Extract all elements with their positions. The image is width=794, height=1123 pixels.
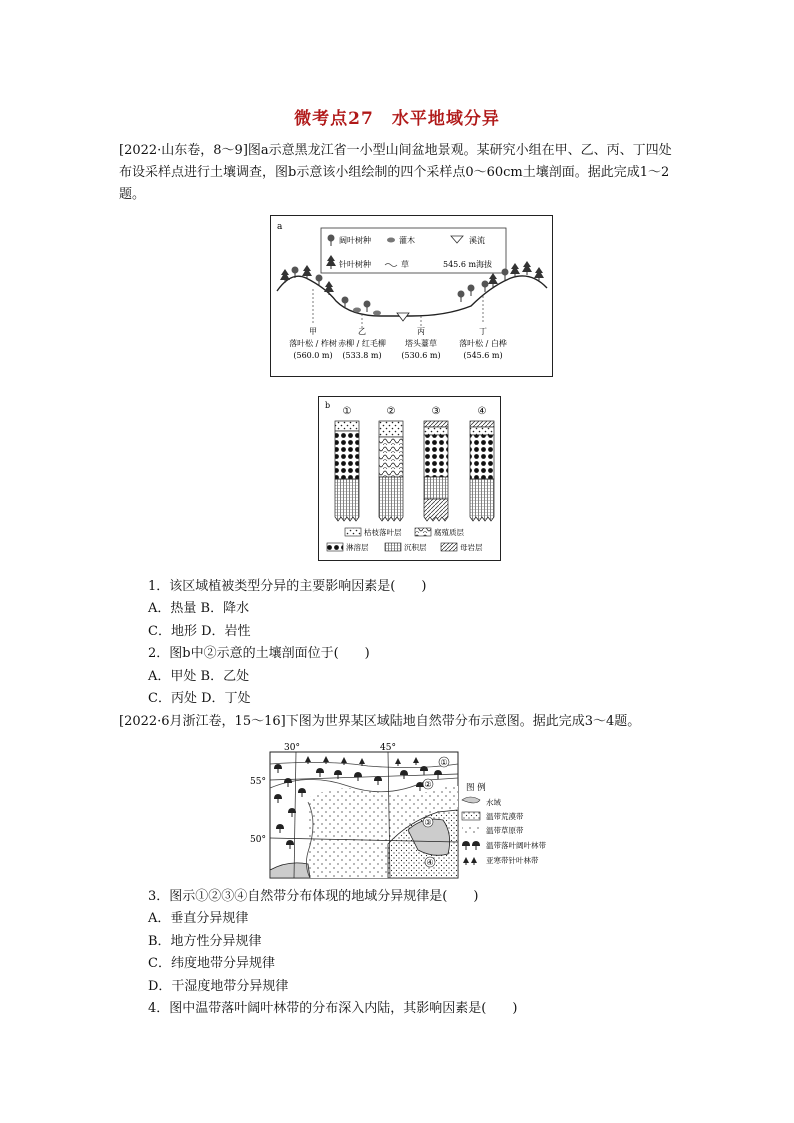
legend-temperate-steppe: 温带草原带 <box>486 826 524 835</box>
figure-b-tag: b <box>325 401 331 410</box>
figure-b-soil-profiles <box>318 396 501 561</box>
question-3: 3．图示①②③④自然带分布体现的地域分异规律是( ) <box>148 889 479 904</box>
site-ding-vegetation: 落叶松 / 白桦 <box>459 339 507 348</box>
legend-broadleaf: 阔叶树种 <box>339 236 371 245</box>
longitude-30: 30° <box>284 743 300 753</box>
site-bing-altitude: (530.6 m) <box>401 351 441 360</box>
legend-title: 图 例 <box>466 783 486 793</box>
legend-humus-layer: 腐殖质层 <box>434 528 464 537</box>
legend-altitude: 545.6 m海拔 <box>443 260 493 269</box>
question-3-option-a: A．垂直分异规律 <box>148 911 249 926</box>
legend-grass: 草 <box>401 260 409 269</box>
question-3-option-d: D．干湿度地带分异规律 <box>148 979 289 994</box>
site-yi-vegetation: 赤柳 / 红毛柳 <box>338 339 386 348</box>
legend-eluvial-layer: 淋溶层 <box>346 543 369 552</box>
question-3-option-c: C．纬度地带分异规律 <box>148 956 275 971</box>
figure-a-svg <box>271 216 552 376</box>
latitude-55: 55° <box>250 777 266 787</box>
site-ding-altitude: (545.6 m) <box>463 351 503 360</box>
longitude-45: 45° <box>380 743 396 753</box>
zone-3-label: ③ <box>424 818 432 827</box>
column-4-label: ④ <box>477 406 487 417</box>
soil-column-2 <box>379 421 403 521</box>
legend-sediment-layer: 沉积层 <box>404 543 427 552</box>
zone-4-label: ④ <box>426 858 434 867</box>
figure-b-svg <box>319 397 500 560</box>
question-2-options-cd: C．丙处 D．丁处 <box>148 691 251 706</box>
soil-column-1 <box>335 421 359 521</box>
legend-temperate-desert: 温带荒漠带 <box>486 812 524 821</box>
legend-parent-rock-layer: 母岩层 <box>460 543 483 552</box>
zone-2-label: ② <box>424 780 432 789</box>
figure-a-tag: a <box>277 222 283 232</box>
question-3-option-b: B．地方性分异规律 <box>148 934 262 949</box>
question-1-options-cd: C．地形 D．岩性 <box>148 624 251 639</box>
legend-conifer: 针叶树种 <box>339 260 371 269</box>
site-ding-name: 丁 <box>479 327 487 336</box>
site-yi-altitude: (533.8 m) <box>342 351 382 360</box>
site-jia-vegetation: 落叶松 / 柞树 <box>289 339 337 348</box>
figure-map-svg <box>248 742 568 882</box>
legend-water: 水域 <box>486 798 501 807</box>
site-jia-name: 甲 <box>309 327 317 336</box>
question-1-options-ab: A．热量 B．降水 <box>148 601 250 616</box>
question-1: 1．该区域植被类型分异的主要影响因素是( ) <box>148 579 427 594</box>
question-2-options-ab: A．甲处 B．乙处 <box>148 669 250 684</box>
legend-litter-layer: 枯枝落叶层 <box>364 528 402 537</box>
stream-icon <box>397 313 409 321</box>
page-title: 微考点27 水平地域分异 <box>294 109 500 129</box>
site-bing-vegetation: 塔头薹草 <box>405 339 437 348</box>
legend-deciduous-forest: 温带落叶阔叶林带 <box>486 841 546 850</box>
column-1-label: ① <box>342 406 352 417</box>
site-jia-altitude: (560.0 m) <box>293 351 333 360</box>
figure-natural-zones-map <box>248 742 568 882</box>
soil-column-4 <box>470 421 494 521</box>
site-bing-name: 丙 <box>417 327 425 336</box>
figure-a-basin-landscape <box>270 215 553 377</box>
terrain-profile <box>277 276 547 316</box>
soil-column-3 <box>424 421 448 521</box>
question-2: 2．图b中②示意的土壤剖面位于( ) <box>148 646 370 661</box>
column-2-label: ② <box>386 406 396 417</box>
question-4: 4．图中温带落叶阔叶林带的分布深入内陆，其影响因素是( ) <box>148 1001 518 1016</box>
latitude-50: 50° <box>250 835 266 845</box>
intro-paragraph-1: [2022·山东卷，8～9]图a示意黑龙江省一小型山间盆地景观。某研究小组在甲、乙、丙、丁四处布设采样点进行土壤调查，图b示意该小组绘制的四个采样点0～60cm土壤剖面。据此完成1～2题。 <box>119 143 672 202</box>
intro-paragraph-2: [2022·6月浙江卷，15～16]下图为世界某区域陆地自然带分布示意图。据此完成3～4题。 <box>119 714 641 729</box>
site-yi-name: 乙 <box>358 327 366 336</box>
legend-shrub: 灌木 <box>399 236 415 245</box>
column-3-label: ③ <box>431 406 441 417</box>
zone-1-label: ① <box>440 758 448 767</box>
legend-stream: 溪流 <box>469 236 485 245</box>
legend-taiga: 亚寒带针叶林带 <box>486 856 539 865</box>
